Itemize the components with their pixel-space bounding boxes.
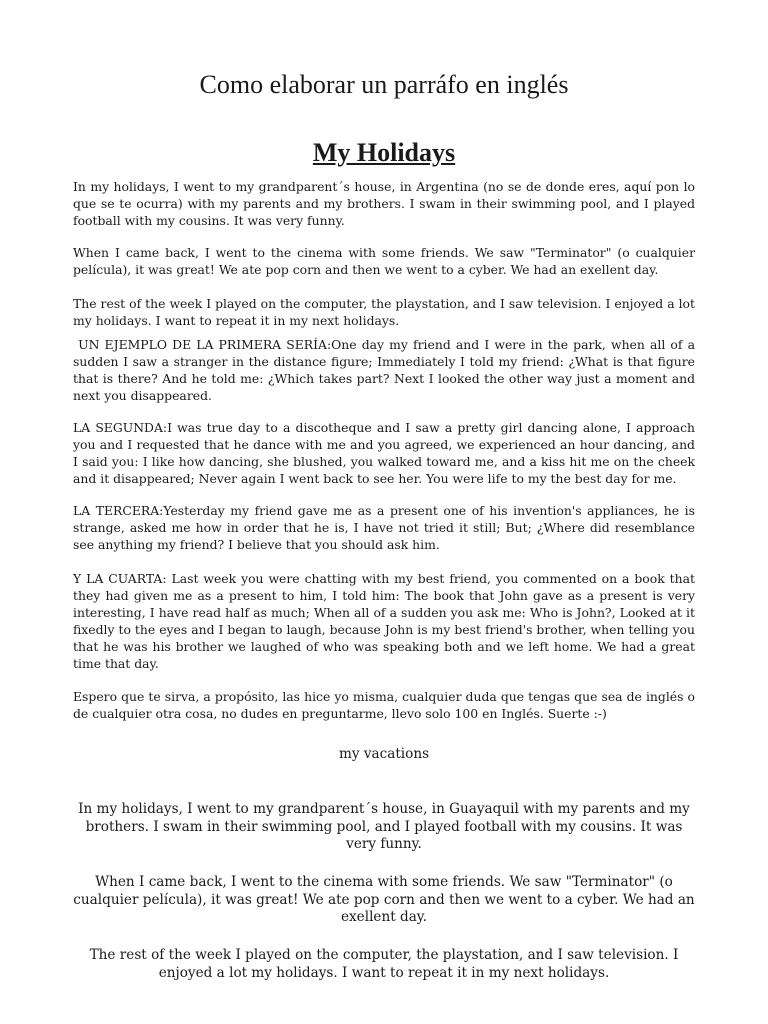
subheading-vacations: my vacations	[338, 746, 430, 762]
paragraph-holidays-3: The rest of the week I played on the computer, the playstation, and I saw television. I enjoyed a lot my holidays. I want to repeat it in my next holidays.	[73, 296, 695, 328]
paragraph-closing-note: Espero que te sirva, a propósito, las hice yo misma, cualquier duda que tengas que sea de inglés o de cualquier otra cosa, no dudes en preguntarme, llevo solo 100 en Inglés. Suerte :-)	[73, 689, 695, 721]
paragraph-holidays-2: When I came back, I went to the cinema with some friends. We saw "Terminator" (o cualquier película), it was great! We ate pop corn and then we went to a cyber. We had an exellent day.	[73, 245, 695, 277]
paragraph-holidays-1: In my holidays, I went to my grandparent´s house, in Argentina (no se de donde eres, aquí pon lo que se te ocurra) with my parents and my brothers. I swam in their swimming pool, and I played football with my cousins. It was very funny.	[73, 179, 695, 228]
centered-paragraph-2: When I came back, I went to the cinema with some friends. We saw "Terminator" (o cualquier película), it was great! We ate pop corn and then we went to a cyber. We had an exellent day.	[73, 874, 695, 925]
centered-paragraph-1: In my holidays, I went to my grandparent´s house, in Guayaquil with my parents and my brothers. I swam in their swimming pool, and I played football with my cousins. It was very funny.	[78, 801, 690, 852]
centered-paragraph-3: The rest of the week I played on the computer, the playstation, and I saw television. I enjoyed a lot my holidays. I want to repeat it in my next holidays.	[89, 947, 679, 981]
paragraph-example-1: UN EJEMPLO DE LA PRIMERA SERÍA:One day my friend and I were in the park, when all of a sudden I saw a stranger in the distance figure; Immediately I told my friend: ¿What is that figure that is there? And he told me: ¿Which takes part? Next I looked the other way just a moment and next you disappeared.	[73, 337, 699, 403]
section-heading: My Holidays	[312, 138, 456, 167]
paragraph-example-4: Y LA CUARTA: Last week you were chatting with my best friend, you commented on a book that they had given me as a present to him, I told him: The book that John gave as a present is very interesting, I have read half as much; When all of a sudden you ask me: Who is John?, Looked at it fixedly to the eyes and I began to laugh, because John is my best friend's brother, when telling you that he was his brother we laughed of who was speaking both and we left home. We had a great time that day.	[73, 571, 695, 671]
paragraph-example-2: LA SEGUNDA:I was true day to a discotheque and I saw a pretty girl dancing alone, I approach you and I requested that he dance with me and you agreed, we experienced an hour dancing, and I said you: I like how dancing, she blushed, you walked toward me, and a kiss hit me on the cheek and it disappeared; Never again I went back to see her. You were life to my the best day for me.	[73, 420, 695, 486]
paragraph-example-3: LA TERCERA:Yesterday my friend gave me as a present one of his invention's appliances, he is strange, asked me how in order that he is, I have not tried it still; But; ¿Where did resemblance see anything my friend? I believe that you should ask him.	[73, 503, 695, 552]
document-title: Como elaborar un parráfo en inglés	[199, 70, 569, 99]
